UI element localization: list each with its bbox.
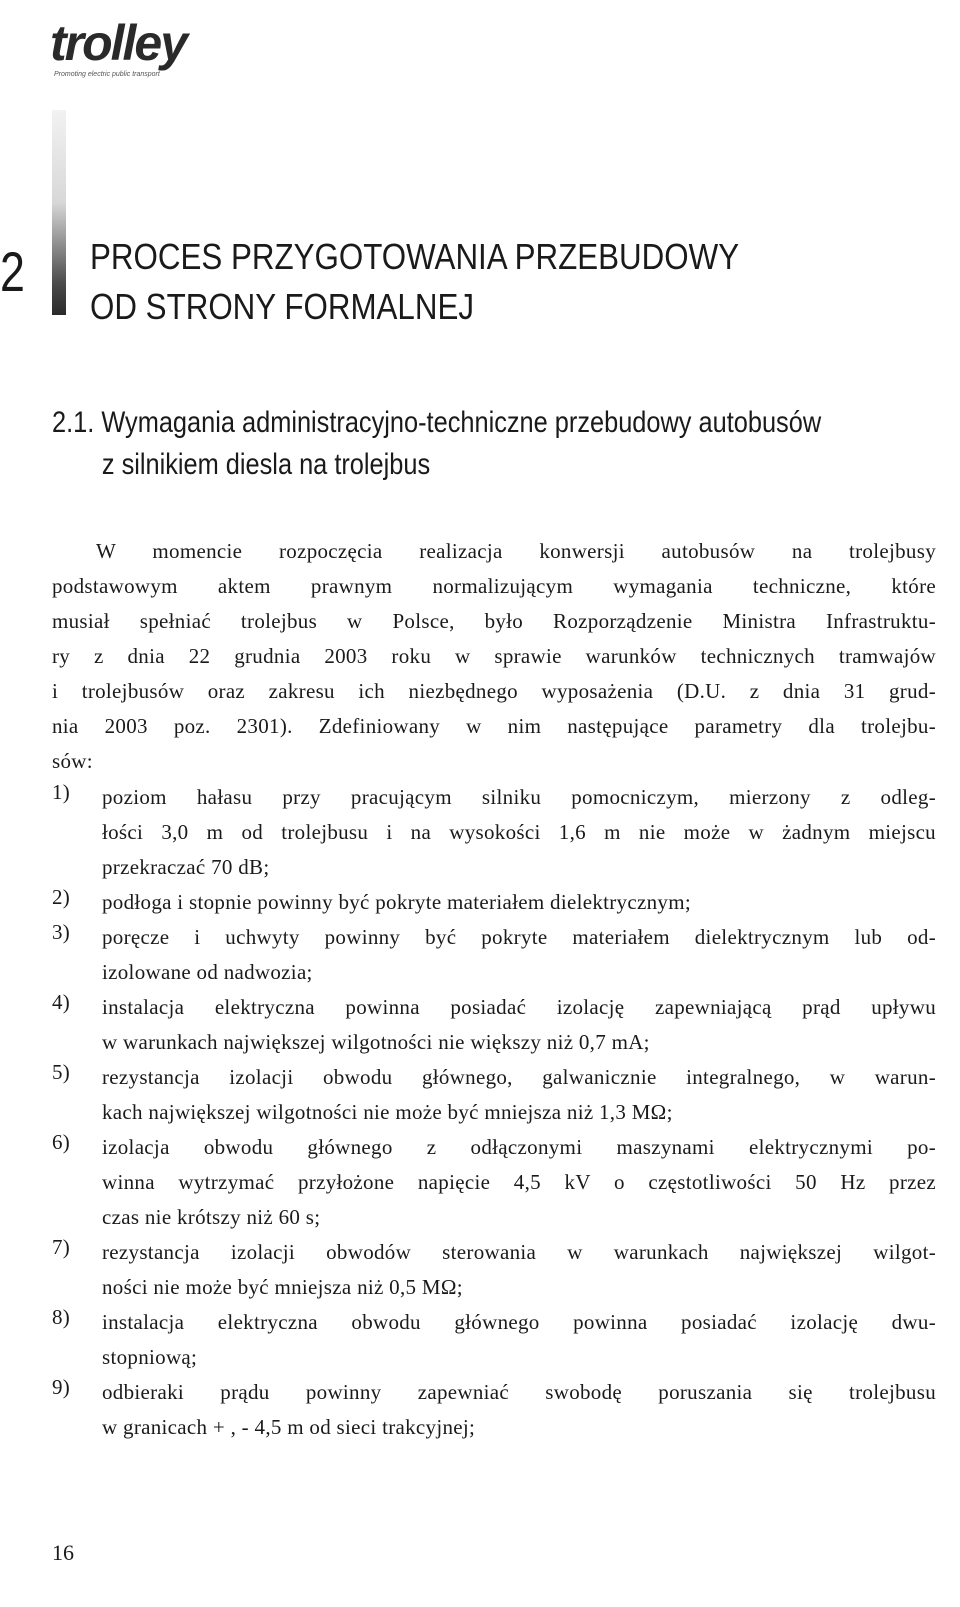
chapter-number: 2 xyxy=(0,240,25,303)
list-item xyxy=(52,1130,936,1235)
paragraph-line: musiał spełniać trolejbus w Polsce, było Rozporządzenie Ministra Infrastruktu- xyxy=(52,609,936,633)
list-item-number: 3) xyxy=(52,920,71,944)
list-item xyxy=(52,1375,936,1445)
list-item xyxy=(52,1235,936,1305)
section-number: 2.1. xyxy=(52,406,95,439)
list-item-line: czas nie krótszy niż 60 s; xyxy=(102,1205,321,1229)
svg-text:trolley: trolley xyxy=(50,15,187,71)
list-item xyxy=(52,885,936,920)
list-item-line: izolowane od nadwozia; xyxy=(102,960,313,984)
list-item-line: kach największej wilgotności nie może być mniejsza niż 1,3 MΩ; xyxy=(102,1100,673,1124)
list-item-line: poziom hałasu przy pracującym silniku pomocniczym, mierzony z odleg- xyxy=(102,785,936,809)
list-item-number: 4) xyxy=(52,990,71,1014)
list-item xyxy=(52,1305,936,1375)
list-item xyxy=(52,920,936,990)
chapter-title-line: PROCES PRZYGOTOWANIA PRZEBUDOWY xyxy=(90,236,740,277)
list-item-line: winna wytrzymać przyłożone napięcie 4,5 kV o częstotliwości 50 Hz przez xyxy=(102,1170,936,1194)
list-item-line: rezystancja izolacji obwodu głównego, galwanicznie integralnego, w warun- xyxy=(102,1065,936,1089)
chapter-title xyxy=(90,232,838,332)
requirements-list xyxy=(52,780,936,1445)
intro-paragraph xyxy=(52,534,936,779)
list-item-line: instalacja elektryczna obwodu głównego powinna posiadać izolację dwu- xyxy=(102,1310,936,1334)
list-item xyxy=(52,1060,936,1130)
paragraph-line: nia 2003 poz. 2301). Zdefiniowany w nim następujące parametry dla trolejbu- xyxy=(52,714,936,738)
svg-text:Promoting electric public tran: Promoting electric public transport xyxy=(54,71,160,78)
trolley-logo xyxy=(48,10,208,82)
section-heading xyxy=(52,402,897,486)
section-title-part: z silnikiem diesla na trolejbus xyxy=(101,448,431,481)
paragraph-line: podstawowym aktem prawnym normalizującym wymagania techniczne, które xyxy=(52,574,936,598)
paragraph-line: sów: xyxy=(52,749,93,773)
list-item-line: rezystancja izolacji obwodów sterowania w warunkach największej wilgot- xyxy=(102,1240,936,1264)
list-item-number: 2) xyxy=(52,885,71,909)
list-item-line: podłoga i stopnie powinny być pokryte materiałem dielektrycznym; xyxy=(102,890,691,914)
list-item xyxy=(52,780,936,885)
page-number: 16 xyxy=(52,1540,74,1565)
list-item-number: 9) xyxy=(52,1375,71,1399)
list-item xyxy=(52,990,936,1060)
paragraph-line: i trolejbusów oraz zakresu ich niezbędnego wyposażenia (D.U. z dnia 31 grud- xyxy=(52,679,936,703)
list-item-line: odbieraki prądu powinny zapewniać swobodę poruszania się trolejbusu xyxy=(102,1380,936,1404)
paragraph-line: ry z dnia 22 grudnia 2003 roku w sprawie warunków technicznych tramwajów xyxy=(52,644,936,668)
list-item-number: 6) xyxy=(52,1130,71,1154)
list-item-number: 1) xyxy=(52,780,71,804)
list-item-line: w warunkach największej wilgotności nie większy niż 0,7 mA; xyxy=(102,1030,650,1054)
paragraph-line: W momencie rozpoczęcia realizacja konwersji autobusów na trolejbusy xyxy=(96,539,936,563)
list-item-number: 8) xyxy=(52,1305,71,1329)
section-heading-line xyxy=(52,402,897,444)
list-item-line: izolacja obwodu głównego z odłączonymi maszynami elektrycznymi po- xyxy=(102,1135,936,1159)
list-item-line: poręcze i uchwyty powinny być pokryte materiałem dielektrycznym lub od- xyxy=(102,925,936,949)
chapter-title-line: OD STRONY FORMALNEJ xyxy=(90,286,475,327)
list-item-line: stopniową; xyxy=(102,1345,198,1369)
list-item-line: łości 3,0 m od trolejbusu i na wysokości 1,6 m nie może w żadnym miejscu xyxy=(102,820,936,844)
list-item-line: instalacja elektryczna powinna posiadać izolację zapewniającą prąd upływu xyxy=(102,995,936,1019)
section-title-part: Wymagania administracyjno-techniczne przebudowy autobusów xyxy=(101,406,822,439)
list-item-number: 7) xyxy=(52,1235,71,1259)
chapter-bar xyxy=(52,110,66,315)
list-item-line: przekraczać 70 dB; xyxy=(102,855,270,879)
list-item-line: w granicach + , - 4,5 m od sieci trakcyjnej; xyxy=(102,1415,476,1439)
list-item-number: 5) xyxy=(52,1060,71,1084)
list-item-line: ności nie może być mniejsza niż 0,5 MΩ; xyxy=(102,1275,463,1299)
